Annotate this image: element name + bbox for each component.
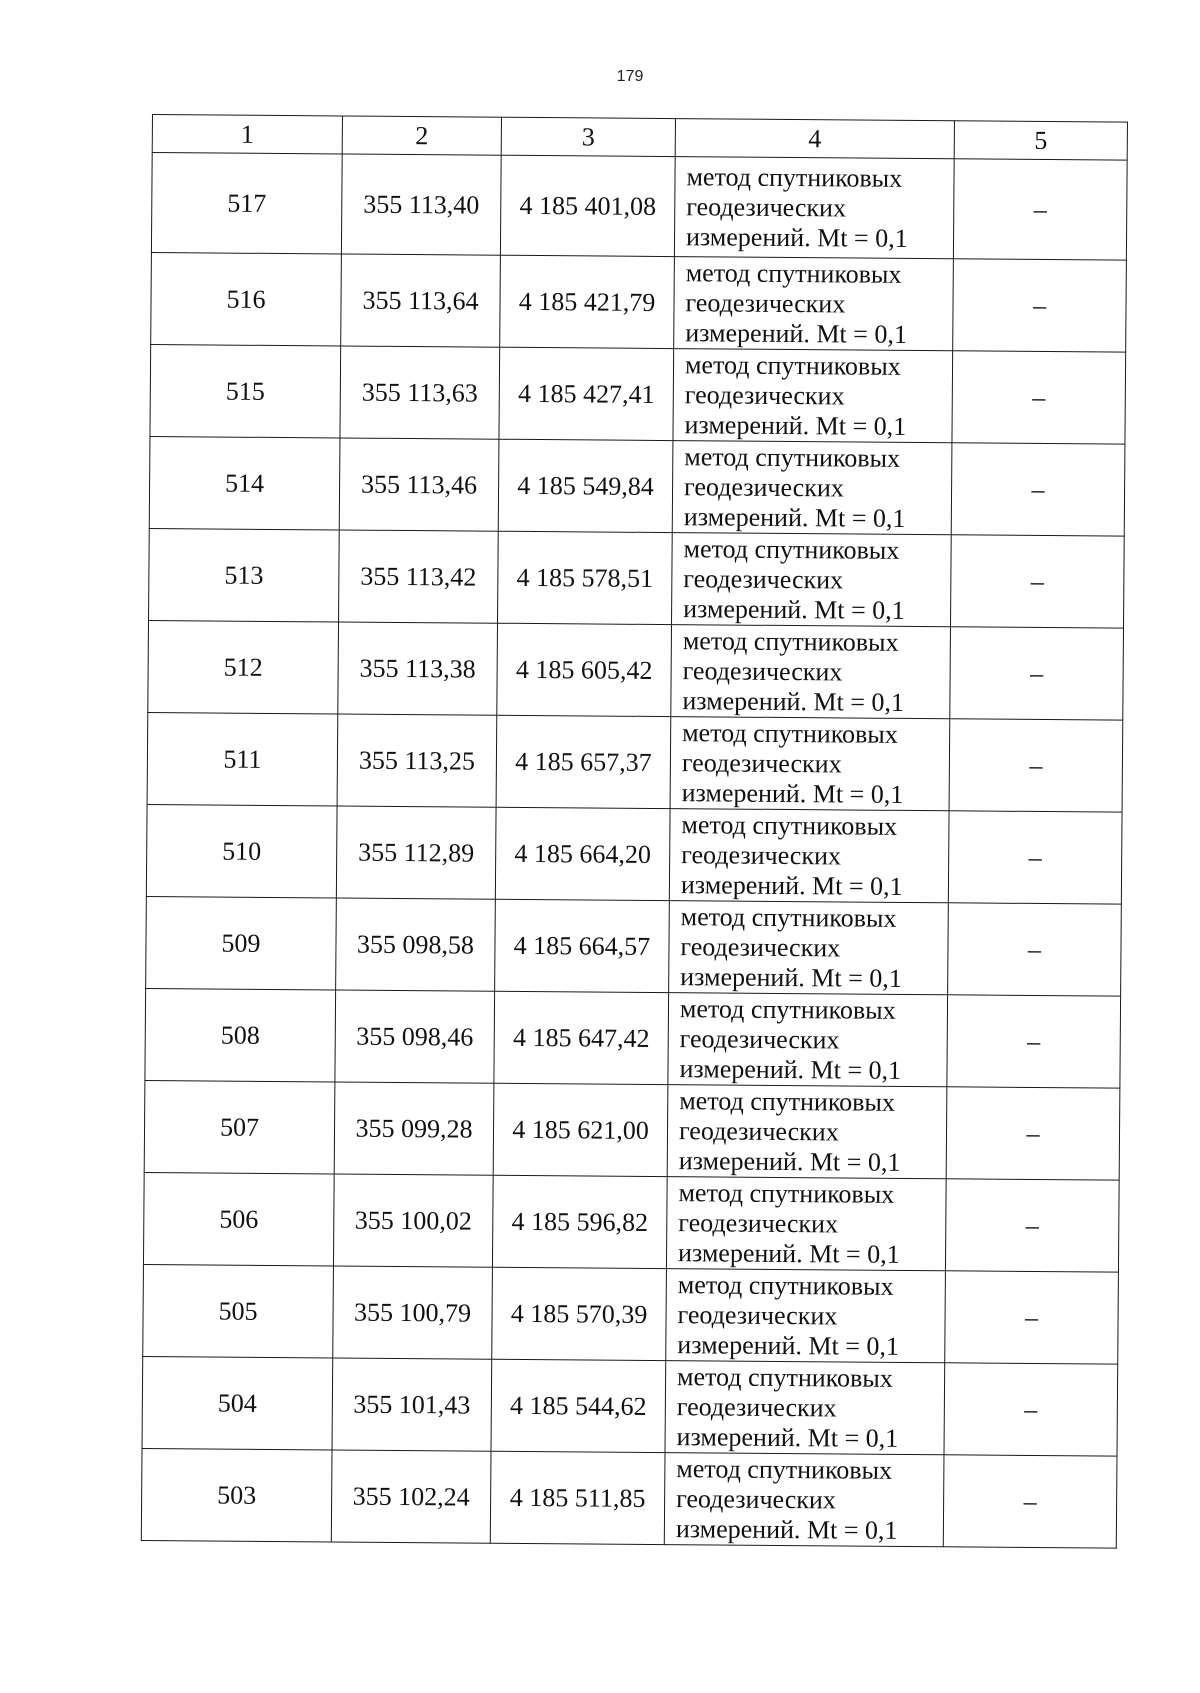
method-text-line: метод спутниковых (682, 625, 899, 657)
note-cell: – (950, 627, 1124, 720)
method-text-line: измерений. Mt = 0,1 (675, 1513, 898, 1545)
method-text-line: метод спутниковых (680, 901, 897, 933)
table-row (142, 1356, 1118, 1456)
method-text-line: измерений. Mt = 0,1 (685, 317, 908, 349)
x-coordinate: 355 113,63 (340, 346, 500, 439)
point-number: 515 (150, 344, 341, 437)
method-text-line: измерений. Mt = 0,1 (676, 1421, 899, 1453)
y-coordinate: 4 185 596,82 (492, 1175, 667, 1268)
method-text-line: геодезических (676, 1391, 837, 1422)
note-cell: – (944, 1363, 1118, 1456)
x-coordinate: 355 113,40 (341, 154, 501, 255)
header-col-3: 3 (501, 117, 675, 156)
method-text-line: измерений. Mt = 0,1 (684, 409, 907, 441)
method-text-line: геодезических (677, 1299, 838, 1330)
method-description (672, 441, 952, 535)
table-row (151, 252, 1127, 352)
method-text-line: измерений. Mt = 0,1 (679, 1053, 902, 1085)
method-text-line: метод спутниковых (682, 717, 898, 749)
x-coordinate: 355 099,28 (334, 1082, 494, 1175)
method-description (674, 157, 954, 259)
table-row (147, 712, 1123, 812)
y-coordinate: 4 185 544,62 (491, 1359, 666, 1452)
note-cell: – (945, 1179, 1119, 1272)
note-cell: – (943, 1455, 1117, 1548)
x-coordinate: 355 100,02 (333, 1174, 493, 1267)
method-description (669, 809, 949, 903)
header-col-1: 1 (152, 115, 342, 154)
method-description (668, 993, 948, 1087)
point-number: 510 (146, 804, 337, 897)
method-text-line: геодезических (686, 191, 847, 222)
point-number: 504 (142, 1356, 333, 1449)
method-text-line: геодезических (683, 563, 844, 594)
table-row (148, 620, 1124, 720)
method-description (674, 257, 954, 351)
x-coordinate: 355 113,38 (338, 622, 498, 715)
y-coordinate: 4 185 621,00 (493, 1083, 668, 1176)
method-description (673, 349, 953, 443)
method-text-line: измерений. Mt = 0,1 (677, 1329, 900, 1361)
x-coordinate: 355 113,25 (337, 714, 497, 807)
table-row (150, 344, 1126, 444)
method-text-line: геодезических (676, 1483, 836, 1514)
x-coordinate: 355 100,79 (333, 1266, 493, 1359)
y-coordinate: 4 185 664,20 (495, 807, 670, 900)
note-cell: – (952, 351, 1126, 444)
y-coordinate: 4 185 664,57 (495, 899, 670, 992)
method-text-line: метод спутниковых (676, 1361, 893, 1393)
method-description (670, 717, 950, 811)
method-text-line: геодезических (680, 931, 841, 962)
method-text-line: метод спутниковых (685, 257, 902, 289)
header-col-5: 5 (954, 121, 1127, 160)
table-row (151, 153, 1127, 261)
method-text-line: измерений. Mt = 0,1 (678, 1145, 901, 1177)
table-body (141, 153, 1127, 1549)
method-text-line: измерений. Mt = 0,1 (685, 221, 908, 253)
method-text-line: метод спутниковых (676, 1453, 893, 1485)
y-coordinate: 4 185 605,42 (497, 623, 672, 716)
x-coordinate: 355 098,46 (335, 990, 495, 1083)
point-number: 508 (145, 988, 336, 1081)
method-text-line: геодезических (678, 1115, 839, 1146)
y-coordinate: 4 185 511,85 (490, 1451, 665, 1544)
point-number: 514 (149, 436, 340, 529)
method-text-line: геодезических (683, 471, 844, 502)
note-cell: – (951, 443, 1125, 536)
method-text-line: геодезических (678, 1207, 839, 1238)
point-number: 505 (143, 1264, 334, 1357)
x-coordinate: 355 112,89 (336, 806, 496, 899)
point-number: 512 (148, 620, 339, 713)
table-row (145, 988, 1121, 1088)
note-cell: – (949, 719, 1123, 812)
x-coordinate: 355 113,64 (341, 254, 501, 347)
x-coordinate: 355 113,46 (339, 438, 499, 531)
note-cell: – (946, 1087, 1120, 1180)
method-text-line: геодезических (681, 747, 842, 778)
point-number: 506 (143, 1172, 334, 1265)
point-number: 517 (151, 153, 342, 254)
y-coordinate: 4 185 549,84 (498, 439, 673, 532)
coordinates-table (141, 114, 1128, 1549)
method-text-line: геодезических (679, 1023, 840, 1054)
point-number: 511 (147, 712, 338, 805)
note-cell: – (948, 811, 1122, 904)
table-row (146, 896, 1122, 996)
point-number: 503 (141, 1448, 332, 1541)
note-cell: – (948, 903, 1122, 996)
table-row (141, 1448, 1117, 1548)
method-description (665, 1361, 945, 1455)
method-text-line: геодезических (682, 655, 843, 686)
note-cell: – (947, 995, 1121, 1088)
note-cell: – (950, 535, 1124, 628)
method-text-line: метод спутниковых (684, 349, 901, 381)
method-text-line: метод спутниковых (686, 161, 903, 193)
point-number: 513 (149, 528, 340, 621)
method-description (666, 1269, 946, 1363)
y-coordinate: 4 185 578,51 (498, 531, 673, 624)
y-coordinate: 4 185 421,79 (500, 255, 675, 348)
method-description (672, 533, 952, 627)
table-row (144, 1080, 1120, 1180)
method-text-line: измерений. Mt = 0,1 (677, 1237, 900, 1269)
point-number: 507 (144, 1080, 335, 1173)
header-col-4: 4 (675, 119, 954, 159)
method-text-line: измерений. Mt = 0,1 (682, 685, 905, 717)
method-text-line: геодезических (685, 287, 846, 318)
method-text-line: измерений. Mt = 0,1 (680, 961, 902, 993)
note-cell: – (945, 1271, 1119, 1364)
method-description (666, 1177, 946, 1271)
method-text-line: измерений. Mt = 0,1 (683, 501, 906, 533)
method-text-line: геодезических (681, 839, 842, 870)
table-row (146, 804, 1122, 904)
y-coordinate: 4 185 570,39 (492, 1267, 667, 1360)
method-text-line: метод спутниковых (681, 809, 898, 841)
point-number: 516 (151, 252, 342, 345)
table-row (143, 1172, 1119, 1272)
method-description (669, 901, 949, 995)
table-row (143, 1264, 1119, 1364)
method-text-line: метод спутниковых (679, 1085, 896, 1117)
method-description (667, 1085, 947, 1179)
y-coordinate: 4 185 401,08 (500, 155, 675, 256)
note-cell: – (953, 259, 1127, 352)
method-text-line: измерений. Mt = 0,1 (683, 593, 905, 625)
method-text-line: метод спутниковых (683, 533, 900, 565)
method-text-line: измерений. Mt = 0,1 (680, 869, 903, 901)
x-coordinate: 355 101,43 (332, 1358, 492, 1451)
point-number: 509 (146, 896, 337, 989)
note-cell: – (953, 159, 1127, 260)
method-text-line: метод спутниковых (677, 1269, 894, 1301)
x-coordinate: 355 098,58 (336, 898, 496, 991)
table-row (149, 436, 1125, 536)
header-col-2: 2 (342, 116, 501, 155)
y-coordinate: 4 185 657,37 (496, 715, 671, 808)
method-description (664, 1453, 944, 1547)
method-text-line: метод спутниковых (678, 1177, 895, 1209)
y-coordinate: 4 185 427,41 (499, 347, 674, 440)
method-text-line: геодезических (684, 379, 845, 410)
table-row (149, 528, 1125, 628)
method-text-line: метод спутниковых (679, 993, 896, 1025)
y-coordinate: 4 185 647,42 (494, 991, 669, 1084)
x-coordinate: 355 102,24 (331, 1450, 491, 1543)
page-number: 179 (616, 68, 644, 85)
x-coordinate: 355 113,42 (339, 530, 499, 623)
method-text-line: измерений. Mt = 0,1 (681, 777, 904, 809)
method-description (671, 625, 951, 719)
method-text-line: метод спутниковых (684, 441, 901, 473)
